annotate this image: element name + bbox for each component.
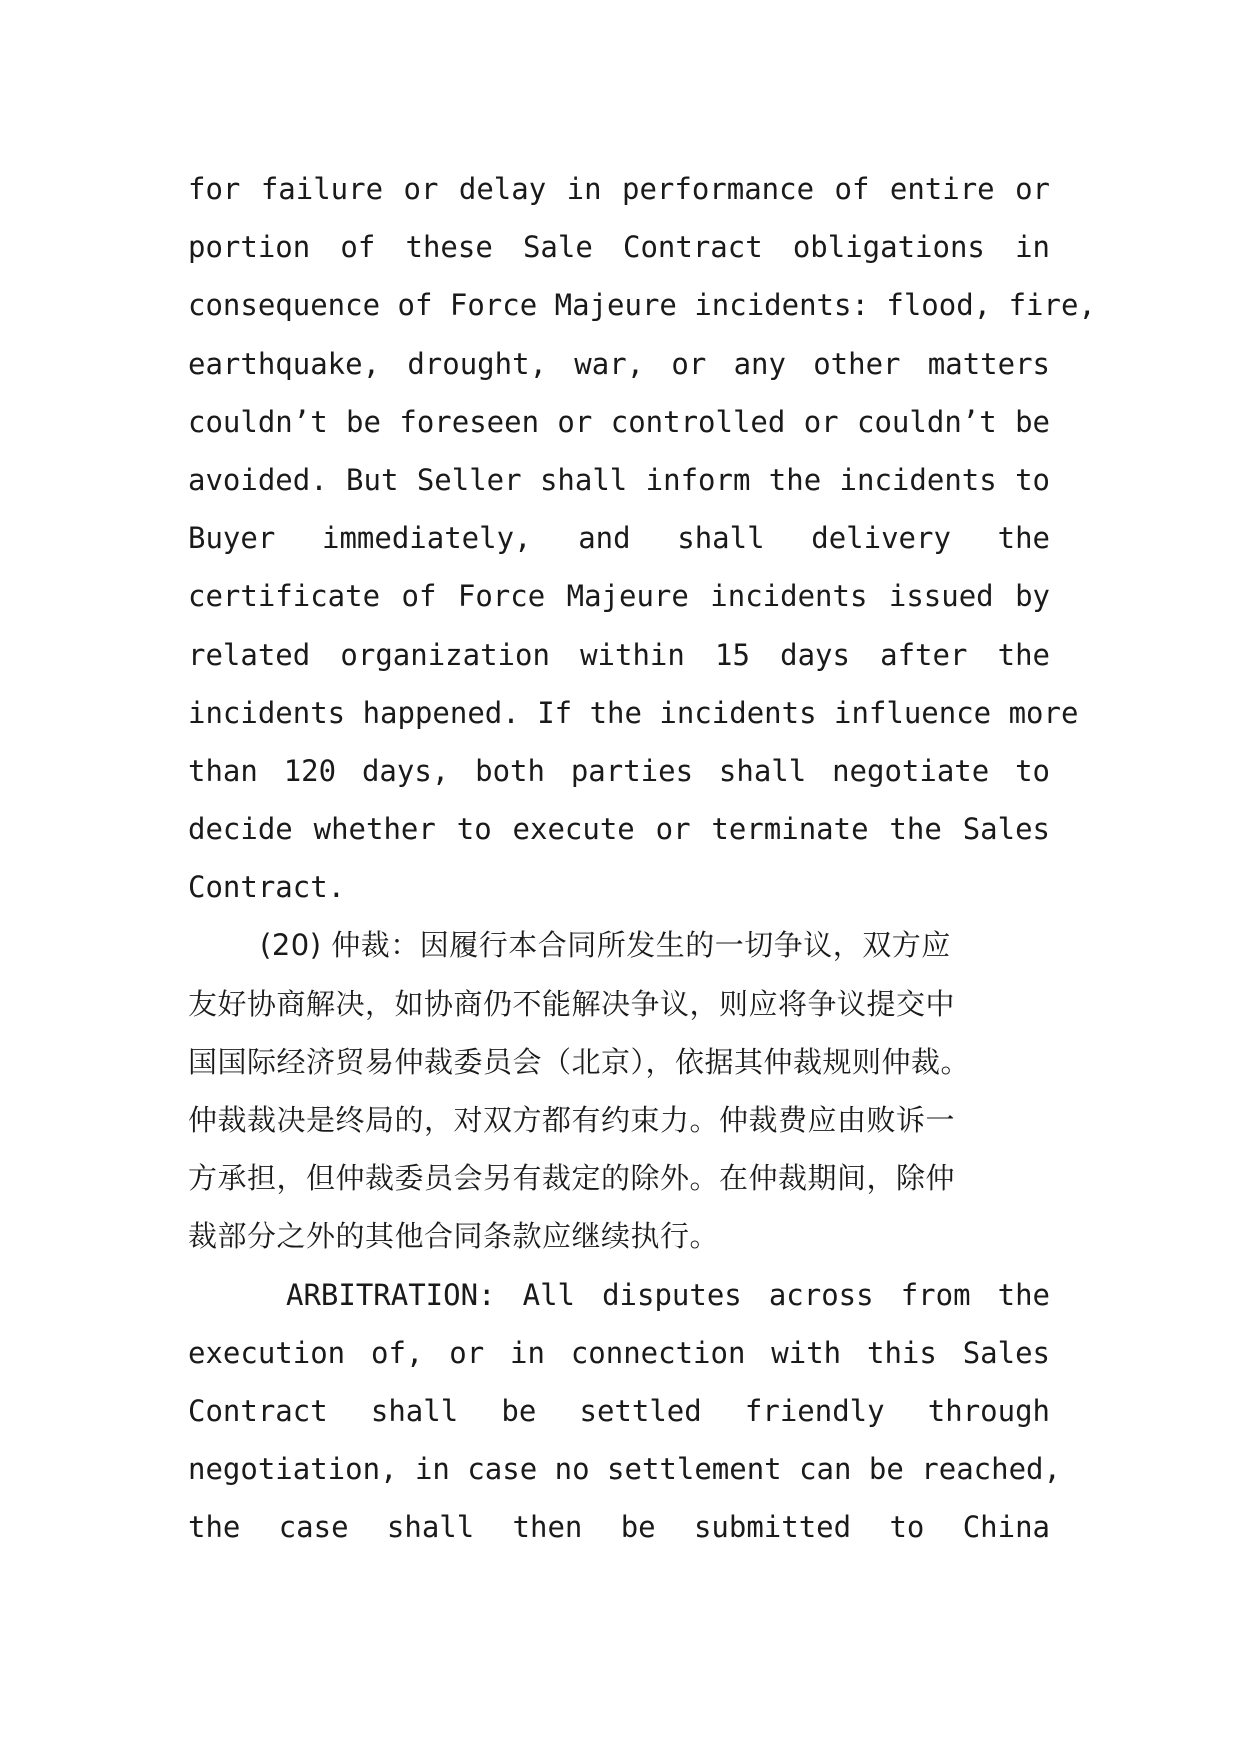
text-line: 裁部分之外的其他合同条款应继续执行。 [188,1219,720,1254]
text-line: execution of, or in connection with this Sales [188,1335,1050,1370]
text-line: 仲裁裁决是终局的，对双方都有约束力。仲裁费应由败诉一 [188,1103,956,1137]
text-line: 方承担，但仲裁委员会另有裁定的除外。在仲裁期间，除仲 [188,1161,956,1196]
text-line: the case shall then be submitted to China [188,1510,1050,1545]
text-line: consequence of Force Majeure incidents: flood, fire, [188,288,1096,323]
document-body [188,160,1096,1557]
text-line: 友好协商解决，如协商仍不能解决争议，则应将争议提交中 [188,986,956,1021]
text-line: than 120 days, both parties shall negotiate to [188,753,1050,788]
text-line: avoided. But Seller shall inform the incidents to [188,462,1050,497]
text-line: for failure or delay in performance of entire or [188,172,1050,206]
text-line: ARBITRATION: All disputes across from the [286,1277,1050,1312]
text-line: related organization within 15 days after the [188,637,1050,672]
arbitration-english-paragraph [188,1266,1061,1557]
text-line: Buyer immediately, and shall delivery the [188,521,1050,556]
force-majeure-paragraph [188,160,1096,916]
text-line: 国国际经济贸易仲裁委员会（北京），依据其仲裁规则仲裁。 [188,1044,971,1079]
text-line: Contract. [188,870,346,905]
text-line: portion of these Sale Contract obligations in [188,230,1050,265]
text-line: incidents happened. If the incidents influence more [188,695,1079,730]
arbitration-chinese-paragraph [188,916,1050,1265]
text-line: earthquake, drought, war, or any other matters [188,346,1050,381]
text-line: (20) 仲裁：因履行本合同所发生的一切争议，双方应 [260,928,951,963]
text-line: negotiation, in case no settlement can be reached, [188,1452,1061,1487]
text-line: Contract shall be settled friendly through [188,1393,1050,1428]
text-line: couldn’t be foreseen or controlled or couldn’t be [188,404,1050,439]
text-line: decide whether to execute or terminate the Sales [188,812,1050,847]
text-line: certificate of Force Majeure incidents issued by [188,579,1050,614]
